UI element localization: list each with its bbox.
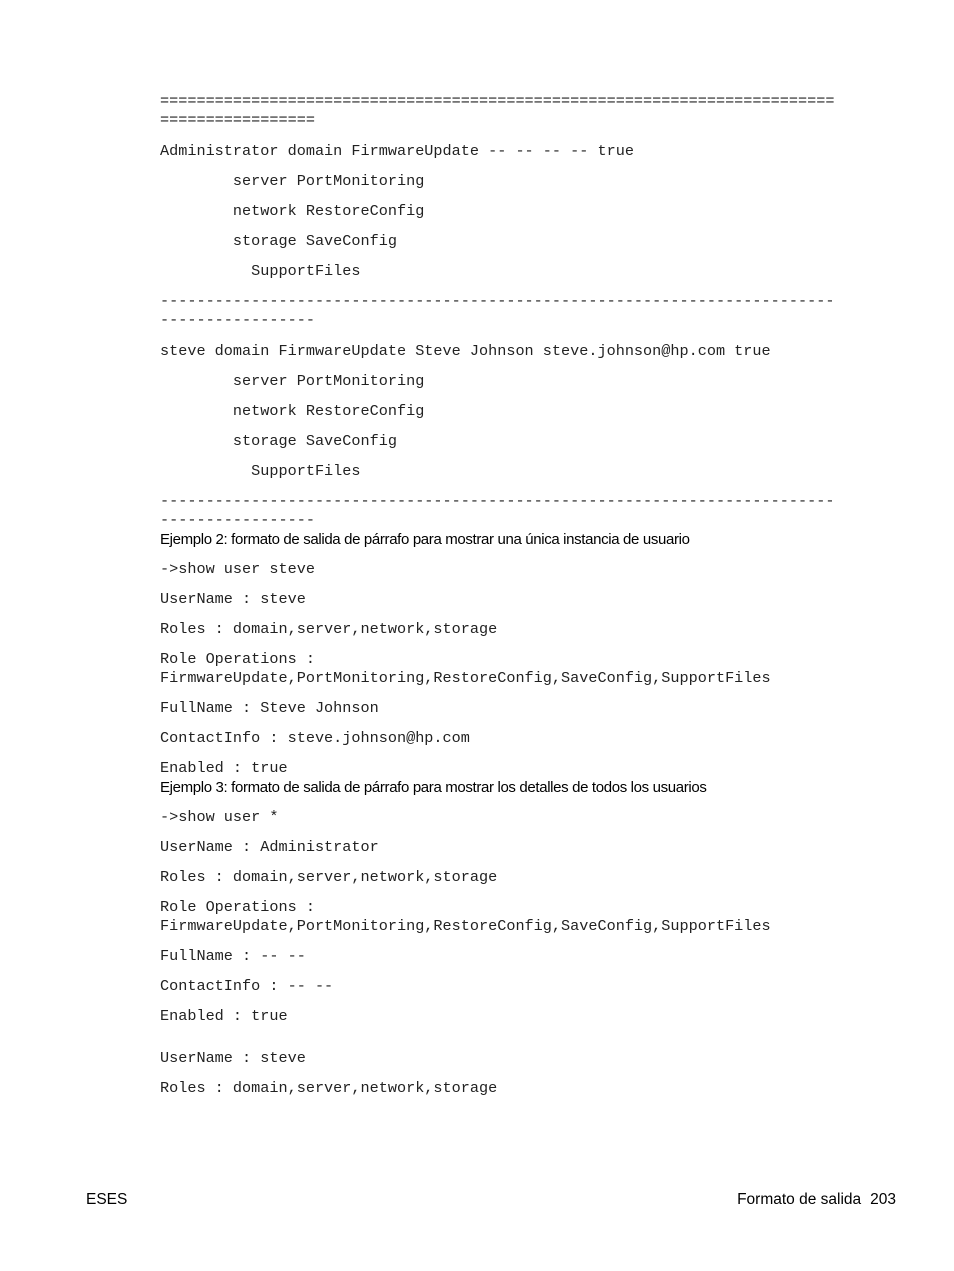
code-line-admin-storage: storage SaveConfig [160, 232, 397, 250]
separator-line: -------------------------------------------------------------------------- [160, 292, 835, 310]
example2-enabled: Enabled : true [160, 759, 288, 777]
code-line-steve-server: server PortMonitoring [160, 372, 425, 390]
example3-admin-roles: Roles : domain,server,network,storage [160, 868, 498, 886]
separator-line: ================= [160, 111, 315, 129]
example3-admin-enabled: Enabled : true [160, 1007, 288, 1025]
role-operations-label: Role Operations : [160, 898, 315, 916]
footer-section-title: Formato de salida [737, 1191, 862, 1208]
page-number: 203 [870, 1191, 896, 1208]
example2-roles: Roles : domain,server,network,storage [160, 620, 498, 638]
footer-language-code: ESES [86, 1191, 128, 1208]
example2-contactinfo: ContactInfo : steve.johnson@hp.com [160, 729, 470, 747]
example3-command: ->show user * [160, 808, 279, 826]
example3-steve-roles: Roles : domain,server,network,storage [160, 1079, 498, 1097]
separator-dashed [160, 492, 890, 530]
example3-heading: Ejemplo 3: formato de salida de párrafo para mostrar los detalles de todos los usuarios [160, 779, 707, 796]
example2-role-operations [160, 650, 890, 688]
example3-admin-role-operations [160, 898, 890, 936]
role-operations-value: FirmwareUpdate,PortMonitoring,RestoreConfig,SaveConfig,SupportFiles [160, 669, 771, 687]
role-operations-label: Role Operations : [160, 650, 315, 668]
example3-admin-username: UserName : Administrator [160, 838, 379, 856]
code-line-steve-network: network RestoreConfig [160, 402, 425, 420]
page-content [160, 92, 890, 1098]
separator-line: ========================================================================== [160, 92, 835, 110]
example2-fullname: FullName : Steve Johnson [160, 699, 379, 717]
separator-double [160, 92, 890, 130]
footer-page-info [737, 1191, 896, 1209]
code-line-steve: steve domain FirmwareUpdate Steve Johnson steve.johnson@hp.com true [160, 342, 771, 360]
code-line-steve-support: SupportFiles [160, 462, 361, 480]
example2-username: UserName : steve [160, 590, 306, 608]
separator-dashed [160, 292, 890, 330]
code-line-admin-support: SupportFiles [160, 262, 361, 280]
example3-admin-fullname: FullName : -- -- [160, 947, 306, 965]
example3-admin-contactinfo: ContactInfo : -- -- [160, 977, 334, 995]
code-line-steve-storage: storage SaveConfig [160, 432, 397, 450]
role-operations-value: FirmwareUpdate,PortMonitoring,RestoreConfig,SaveConfig,SupportFiles [160, 917, 771, 935]
code-line-admin-network: network RestoreConfig [160, 202, 425, 220]
code-line-admin-server: server PortMonitoring [160, 172, 425, 190]
code-line-admin: Administrator domain FirmwareUpdate -- -- -- -- true [160, 142, 634, 160]
example2-command: ->show user steve [160, 560, 315, 578]
separator-line: ----------------- [160, 511, 315, 529]
example2-heading: Ejemplo 2: formato de salida de párrafo para mostrar una única instancia de usuario [160, 531, 690, 548]
example3-steve-username: UserName : steve [160, 1049, 306, 1067]
separator-line: -------------------------------------------------------------------------- [160, 492, 835, 510]
separator-line: ----------------- [160, 311, 315, 329]
